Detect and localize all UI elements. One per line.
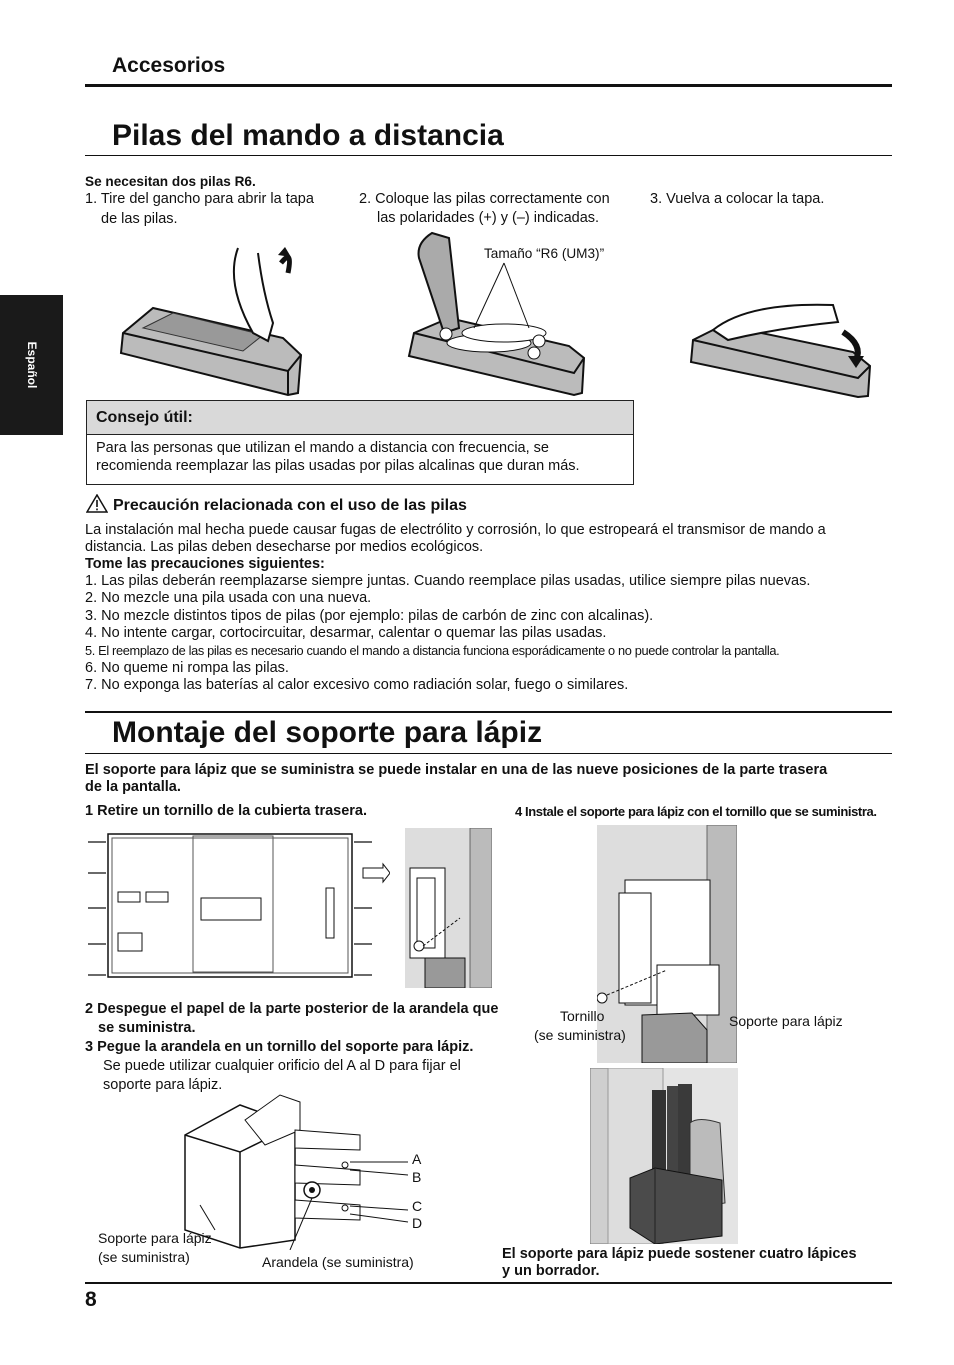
battery-step-2-line1: 2. Coloque las pilas correctamente con bbox=[359, 191, 610, 207]
pen-intro-line2: de la pantalla. bbox=[85, 779, 181, 795]
pen-step-1: 1 Retire un tornillo de la cubierta trasera. bbox=[85, 803, 368, 819]
caution-item-1: 1. Las pilas deberán reemplazarse siempre juntas. Cuando reemplace pilas usadas, utilice siempre pilas nuevas. bbox=[85, 573, 811, 589]
caution-subtitle: Tome las precauciones siguientes: bbox=[85, 556, 325, 572]
display-back-illustration bbox=[88, 828, 390, 982]
pen-intro-line1: El soporte para lápiz que se suministra se puede instalar en una de las nueve posiciones de la parte trasera bbox=[85, 762, 828, 778]
caution-item-5: 5. El reemplazo de las pilas es necesario cuando el mando a distancia funciona esporádicamente o no puede controlar la pantalla. bbox=[85, 643, 780, 658]
holder-supplied-line1: Soporte para lápiz bbox=[98, 1230, 212, 1246]
remote-close-illustration bbox=[688, 300, 873, 398]
washer-label: Arandela (se suministra) bbox=[262, 1254, 414, 1270]
hole-label-a: A bbox=[412, 1151, 422, 1167]
header-rule bbox=[85, 84, 892, 87]
display-side-detail-illustration bbox=[405, 828, 492, 988]
language-label: Español bbox=[25, 341, 39, 389]
pen-step-4: 4 Instale el soporte para lápiz con el tornillo que se suministra. bbox=[515, 804, 877, 819]
section-title: Accesorios bbox=[112, 54, 226, 77]
caution-title: Precaución relacionada con el uso de las pilas bbox=[113, 497, 467, 514]
pen-step-3-note-line2: soporte para lápiz. bbox=[103, 1077, 223, 1093]
holder-label: Soporte para lápiz bbox=[729, 1013, 843, 1029]
hole-label-b: B bbox=[412, 1169, 422, 1185]
battery-size-label: Tamaño “R6 (UM3)” bbox=[484, 246, 605, 261]
batteries-title: Pilas del mando a distancia bbox=[112, 119, 504, 152]
battery-step-1-line2: de las pilas. bbox=[101, 211, 178, 227]
tip-box bbox=[86, 400, 634, 485]
hole-label-d: D bbox=[412, 1215, 423, 1231]
pen-title-rule bbox=[85, 753, 892, 754]
batteries-title-rule bbox=[85, 155, 892, 156]
pen-step-3-note-line1: Se puede utilizar cualquier orificio del A al D para fijar el bbox=[103, 1058, 461, 1074]
hole-label-c: C bbox=[412, 1198, 423, 1214]
battery-step-1-line1: 1. Tire del gancho para abrir la tapa bbox=[85, 191, 314, 207]
final-caption-line1: El soporte para lápiz puede sostener cuatro lápices bbox=[502, 1246, 857, 1262]
pen-step-3: 3 Pegue la arandela en un tornillo del soporte para lápiz. bbox=[85, 1039, 474, 1055]
pen-step-2-line1: 2 Despegue el papel de la parte posterior de la arandela que bbox=[85, 1001, 499, 1017]
tip-title: Consejo útil: bbox=[87, 401, 633, 435]
pen-top-rule bbox=[85, 711, 892, 713]
caution-item-4: 4. No intente cargar, cortocircuitar, desarmar, calentar o quemar las pilas usadas. bbox=[85, 625, 607, 641]
batteries-need: Se necesitan dos pilas R6. bbox=[85, 174, 256, 189]
battery-step-3: 3. Vuelva a colocar la tapa. bbox=[650, 191, 825, 207]
language-side-tab bbox=[0, 295, 63, 435]
footer-rule bbox=[85, 1282, 892, 1284]
battery-step-2-line2: las polaridades (+) y (–) indicadas. bbox=[377, 210, 600, 226]
pen-holder-loaded-illustration bbox=[590, 1068, 738, 1244]
caution-item-7: 7. No exponga las baterías al calor excesivo como radiación solar, fuego o similares. bbox=[85, 677, 629, 693]
warning-icon bbox=[86, 494, 108, 513]
caution-para-line2: distancia. Las pilas deben desecharse por medios ecológicos. bbox=[85, 539, 484, 555]
page-number: 8 bbox=[85, 1288, 97, 1311]
remote-open-illustration bbox=[113, 243, 305, 399]
caution-item-3: 3. No mezcle distintos tipos de pilas (por ejemplo: pilas de carbón de zinc con alcalinas). bbox=[85, 608, 654, 624]
pen-holder-diagram bbox=[180, 1090, 425, 1250]
tip-line-2: recomienda reemplazar las pilas usadas por pilas alcalinas que duran más. bbox=[96, 457, 580, 474]
holder-supplied-line2: (se suministra) bbox=[98, 1249, 190, 1265]
caution-item-2: 2. No mezcle una pila usada con una nueva. bbox=[85, 590, 372, 606]
tip-body bbox=[87, 435, 633, 480]
screw-label-line2: (se suministra) bbox=[534, 1027, 626, 1043]
screw-label-line1: Tornillo bbox=[560, 1008, 605, 1024]
caution-item-6: 6. No queme ni rompa las pilas. bbox=[85, 660, 289, 676]
tip-line-1: Para las personas que utilizan el mando a distancia con frecuencia, se bbox=[96, 440, 549, 456]
pen-step-2-line2: se suministra. bbox=[98, 1020, 196, 1036]
pen-title: Montaje del soporte para lápiz bbox=[112, 716, 543, 749]
caution-para-line1: La instalación mal hecha puede causar fugas de electrólito y corrosión, lo que estropeará el transmisor de mando a bbox=[85, 522, 826, 538]
final-caption-line2: y un borrador. bbox=[502, 1263, 600, 1279]
